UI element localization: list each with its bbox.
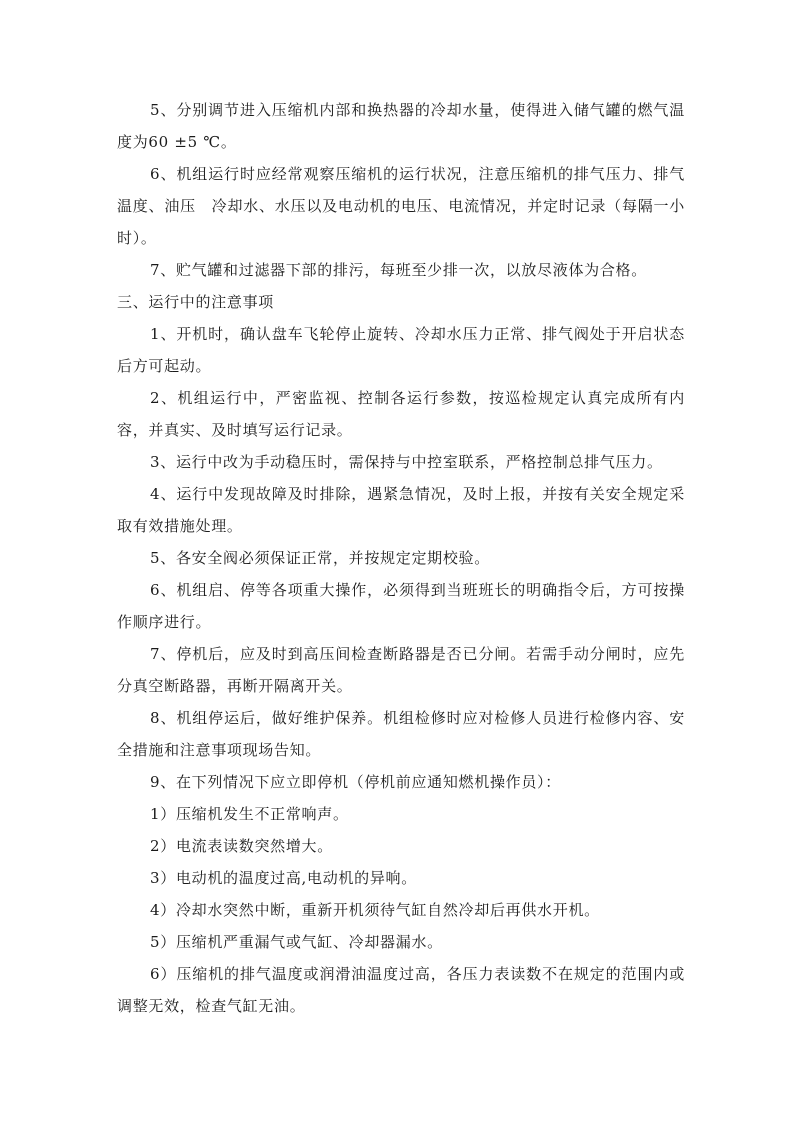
list-item-motor-overheat: 3）电动机的温度过高,电动机的异响。 — [150, 869, 417, 887]
paragraph-note-9-emergency-stop: 9、在下列情况下应立即停机（停机前应通知燃机操作员）： — [150, 773, 561, 791]
paragraph-item-7-drain: 7、贮气罐和过滤器下部的排污，每班至少排一次，以放尽液体为合格。 — [150, 261, 647, 279]
document-page — [117, 94, 685, 1022]
list-item-cooling-water-loss: 4）冷却水突然中断，重新开机须待气缸自然冷却后再供水开机。 — [150, 901, 600, 919]
paragraph-note-6-major-operations: 6、机组启、停等各项重大操作，必须得到当班班长的明确指令后，方可按操作顺序进行。 — [117, 581, 685, 631]
section-heading-operation-notes: 三、运行中的注意事项 — [117, 293, 275, 311]
list-item-abnormal-noise: 1）压缩机发生不正常响声。 — [150, 805, 349, 823]
paragraph-note-2-monitoring: 2、机组运行中，严密监视、控制各运行参数，按巡检规定认真完成所有内容，并真实、及时填写运行记录。 — [117, 389, 685, 439]
list-item-current-surge: 2）电流表读数突然增大。 — [150, 837, 333, 855]
paragraph-note-1-startup: 1、开机时，确认盘车飞轮停止旋转、冷却水压力正常、排气阀处于开启状态后方可起动。 — [117, 325, 685, 375]
paragraph-note-8-maintenance: 8、机组停运后，做好维护保养。机组检修时应对检修人员进行检修内容、安全措施和注意事项现场告知。 — [117, 709, 685, 759]
paragraph-note-7-after-shutdown: 7、停机后，应及时到高压间检查断路器是否已分闸。若需手动分闸时，应先分真空断路器，再断开隔离开关。 — [117, 645, 685, 695]
paragraph-item-6-observe-compressor: 6、机组运行时应经常观察压缩机的运行状况，注意压缩机的排气压力、排气温度、油压 冷却水、水压以及电动机的电压、电流情况，并定时记录（每隔一小时）。 — [117, 165, 685, 247]
list-item-leakage: 5）压缩机严重漏气或气缸、冷却器漏水。 — [150, 933, 443, 951]
paragraph-item-5-cooling-water: 5、分别调节进入压缩机内部和换热器的冷却水量，使得进入储气罐的燃气温度为60 ±5 ℃。 — [117, 101, 685, 151]
paragraph-note-4-faults: 4、运行中发现故障及时排除，遇紧急情况，及时上报，并按有关安全规定采取有效措施处理。 — [117, 485, 685, 535]
list-item-overtemperature: 6）压缩机的排气温度或润滑油温度过高，各压力表读数不在规定的范围内或调整无效，检查气缸无油。 — [117, 965, 685, 1015]
paragraph-note-5-safety-valves: 5、各安全阀必须保证正常，并按规定定期校验。 — [150, 549, 490, 567]
paragraph-note-3-manual-pressure: 3、运行中改为手动稳压时，需保持与中控室联系，严格控制总排气压力。 — [150, 453, 663, 471]
